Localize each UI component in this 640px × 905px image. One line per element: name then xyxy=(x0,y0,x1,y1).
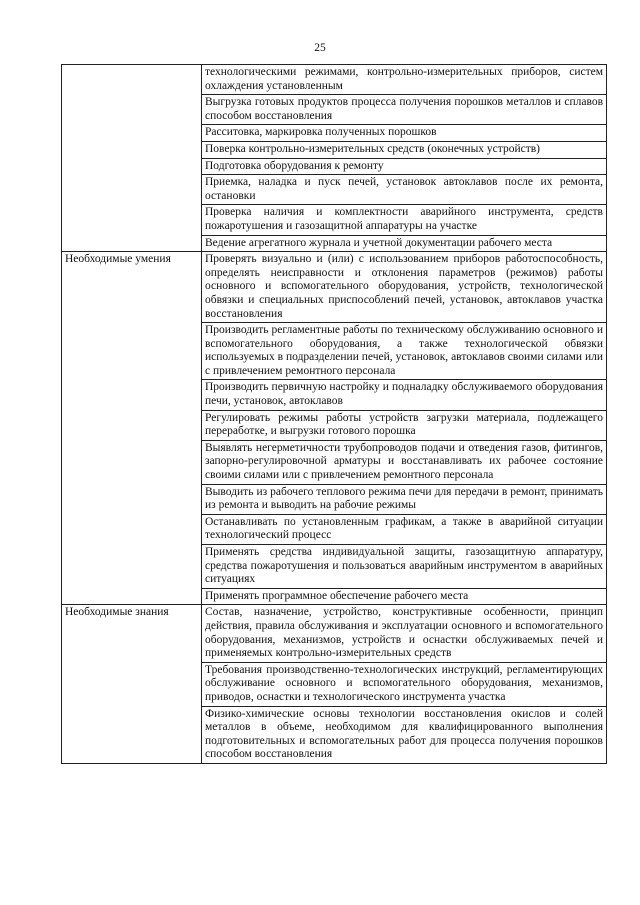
row-text: Выгрузка готовых продуктов процесса получения порошков металлов и сплавов способом восстановления xyxy=(202,95,607,125)
row-text: Проверка наличия и комплектности аварийного инструмента, средств пожаротушения и газозащитной аппаратуры на участке xyxy=(202,205,607,235)
page-number: 25 xyxy=(314,42,326,54)
row-text: Ведение агрегатного журнала и учетной документации рабочего места xyxy=(202,235,607,252)
table-row xyxy=(62,605,607,662)
row-text: технологическими режимами, контрольно-измерительных приборов, систем охлаждения установленным xyxy=(202,65,607,95)
row-text: Применять программное обеспечение рабочего места xyxy=(202,588,607,605)
row-label xyxy=(62,65,202,252)
table-row xyxy=(62,65,607,95)
row-text: Требования производственно-технологических инструкций, регламентирующих обслуживание основного и вспомогательного оборудования, механизмов, приводов, оснастки и технологического инструмента участка xyxy=(202,662,607,706)
row-label-knowledge: Необходимые знания xyxy=(62,605,202,764)
requirements-table xyxy=(61,64,607,764)
row-text: Применять средства индивидуальной защиты, газозащитную аппаратуру, средства пожаротушения и пользоваться аварийным инструментом в аварийных ситуациях xyxy=(202,545,607,589)
row-text: Останавливать по установленным графикам, а также в аварийной ситуации технологический процесс xyxy=(202,514,607,544)
row-label-skills: Необходимые умения xyxy=(62,252,202,605)
row-text: Выводить из рабочего теплового режима печи для передачи в ремонт, принимать из ремонта и выводить на рабочие режимы xyxy=(202,484,607,514)
row-text: Состав, назначение, устройство, конструктивные особенности, принцип действия, правила обслуживания и эксплуатации основного и вспомогательного оборудования, механизмов, устройств и оснастки обслуживаемых печей и применяемых контрольно-измерительных средств xyxy=(202,605,607,662)
row-text: Расситовка, маркировка полученных порошков xyxy=(202,125,607,142)
row-text: Приемка, наладка и пуск печей, установок автоклавов после их ремонта, остановки xyxy=(202,175,607,205)
row-text: Физико-химические основы технологии восстановления окислов и солей металлов в объеме, необходимом для квалифицированного выполнения подготовительных и вспомогательных работ для процесса получения порошков способом восстановления xyxy=(202,706,607,763)
row-text: Регулировать режимы работы устройств загрузки материала, подлежащего переработке, и выгрузки готового порошка xyxy=(202,410,607,440)
table-row xyxy=(62,252,607,323)
row-text: Проверять визуально и (или) с использованием приборов работоспособность, определять неисправности и отклонения параметров (режимов) работы основного и вспомогательного оборудования, устройств, технологической обвязки и специальных приспособлений печей, установок, автоклавов участка восстановления xyxy=(202,252,607,323)
row-text: Производить регламентные работы по техническому обслуживанию основного и вспомогательного оборудования, а также технологической обвязки используемых в подразделении печей, установок, автоклавов своими силами или с привлечением ремонтного персонала xyxy=(202,323,607,380)
row-text: Поверка контрольно-измерительных средств (оконечных устройств) xyxy=(202,141,607,158)
row-text: Производить первичную настройку и подналадку обслуживаемого оборудования печи, установок, автоклавов xyxy=(202,380,607,410)
row-text: Выявлять негерметичности трубопроводов подачи и отведения газов, фитингов, запорно-регулировочной арматуры и восстанавливать их рабочее состояние своими силами или с привлечением ремонтного персонала xyxy=(202,440,607,484)
row-text: Подготовка оборудования к ремонту xyxy=(202,158,607,175)
